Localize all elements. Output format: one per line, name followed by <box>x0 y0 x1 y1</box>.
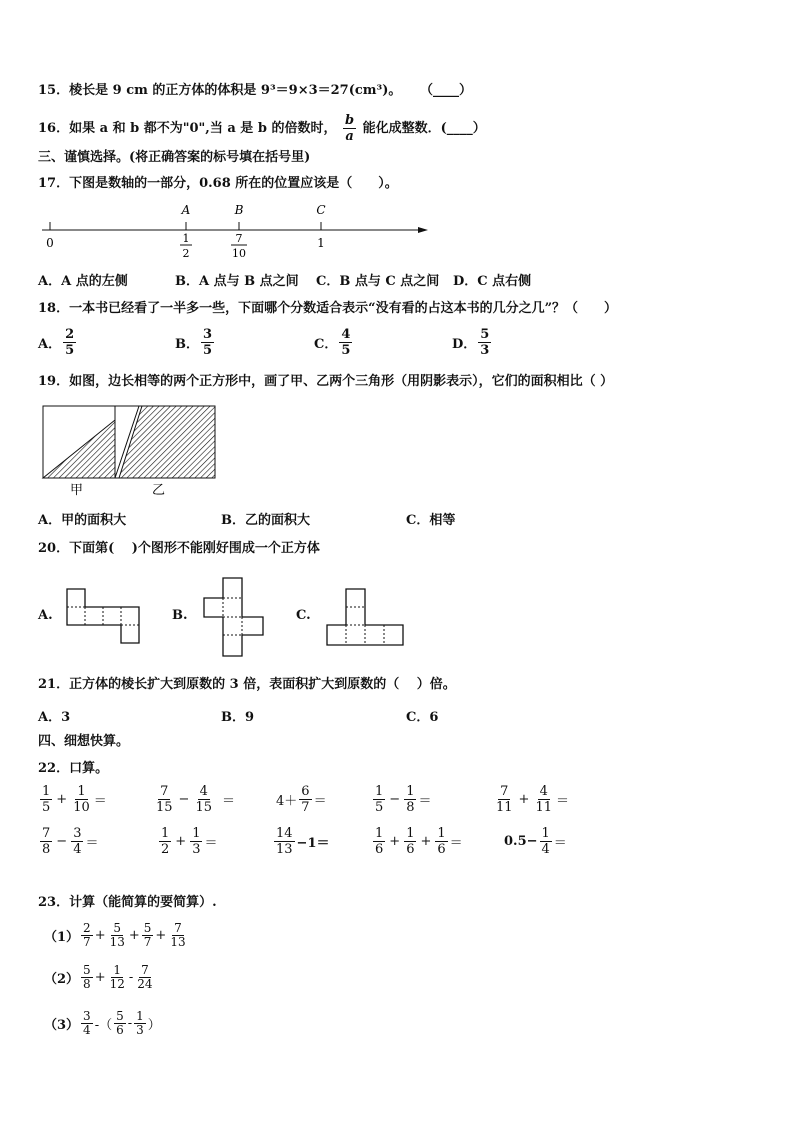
question-23: 23．计算（能简算的要简算）. <box>38 895 217 910</box>
fraction <box>108 922 127 949</box>
denominator: 13 <box>109 935 125 949</box>
fraction <box>435 826 447 857</box>
q17-option-a: A．A 点的左侧 <box>38 274 128 289</box>
fraction <box>81 1010 93 1037</box>
numerator: 1 <box>406 826 415 841</box>
math-token: − <box>178 792 190 807</box>
numerator: 14 <box>276 826 293 841</box>
numerator: 1 <box>192 826 201 841</box>
fraction <box>108 964 127 991</box>
fraction <box>81 922 93 949</box>
math-token: -（ <box>94 1018 113 1033</box>
numerator: 1 <box>375 826 384 841</box>
denominator: 6 <box>437 842 446 857</box>
q17-option-b: B．A 点与 B 点之间 <box>175 274 299 289</box>
q15-text: 15．棱长是 9 cm 的正方体的体积是 9³＝9×3＝27(cm³)。 <box>38 83 402 98</box>
one-label: 1 <box>317 236 325 250</box>
denominator: 6 <box>406 842 415 857</box>
fraction <box>134 1010 146 1037</box>
fraction <box>168 922 187 949</box>
fraction <box>71 784 92 815</box>
q19-option-a: A．甲的面积大 <box>38 513 127 528</box>
numerator: 3 <box>73 826 82 841</box>
math-token: ＝ <box>204 836 218 851</box>
denominator: 7 <box>83 935 91 949</box>
denominator: 13 <box>170 935 186 949</box>
a-frac-numerator: 1 <box>182 232 190 245</box>
fraction <box>373 826 385 857</box>
numerator: 7 <box>500 784 509 799</box>
q20-label-c: C. <box>296 608 311 623</box>
math-token: + <box>94 928 106 943</box>
denominator: 6 <box>375 842 384 857</box>
q23-item-3 <box>44 1010 161 1037</box>
denominator: 7 <box>143 935 152 949</box>
q17-option-c: C．B 点与 C 点之间 <box>316 274 440 289</box>
math-token: + <box>389 834 401 849</box>
zero-label: 0 <box>46 236 54 250</box>
math-token: −1＝ <box>296 836 330 851</box>
q21-option-a: A．3 <box>38 710 71 725</box>
number-line <box>38 200 458 260</box>
numerator: 2 <box>83 921 91 935</box>
numerator: 1 <box>161 826 170 841</box>
math-token: ＝ <box>222 794 236 809</box>
question-19: 19．如图，边长相等的两个正方形中，画了甲、乙两个三角形（用阴影表示），它们的面积相比（ ） <box>38 374 614 389</box>
fraction <box>533 784 554 815</box>
math-token: − <box>56 834 68 849</box>
fraction <box>135 964 154 991</box>
math-token: 0.5− <box>504 834 538 849</box>
numerator: 6 <box>301 784 310 799</box>
numerator: 5 <box>113 921 122 935</box>
q18-option-b-fraction <box>201 327 214 358</box>
q18-option-c-label: C． <box>314 337 338 352</box>
number-line-arrow <box>418 227 428 233</box>
denominator: 8 <box>83 977 91 991</box>
math-token: + <box>518 792 530 807</box>
b-frac-denominator: 10 <box>232 247 246 260</box>
section-3-heading: 三、谨慎选择。(将正确答案的标号填在括号里) <box>38 150 311 165</box>
q23-item-2 <box>44 964 157 991</box>
numerator: 3 <box>203 327 213 342</box>
denominator: 12 <box>109 977 125 991</box>
math-token: （3） <box>44 1018 80 1033</box>
fraction <box>154 784 175 815</box>
denominator: 5 <box>341 343 351 358</box>
question-17: 17．下图是数轴的一部分，0.68 所在的位置应该是（ ）。 <box>38 176 398 191</box>
q19-option-c: C．相等 <box>406 513 456 528</box>
math-token: + <box>56 792 68 807</box>
denominator: 4 <box>73 842 82 857</box>
q17-option-d: D．C 点右侧 <box>453 274 532 289</box>
math-token: （1） <box>44 930 80 945</box>
fraction <box>193 784 214 815</box>
math-token: ＝ <box>556 794 570 809</box>
question-18: 18．一本书已经看了一半多一些，下面哪个分数适合表示“没有看的占这本书的几分之几”？（ ） <box>38 301 618 316</box>
math-token: + <box>420 834 432 849</box>
fraction <box>404 784 416 815</box>
fraction <box>404 826 416 857</box>
denominator: 4 <box>83 1023 91 1037</box>
denominator: 4 <box>541 842 550 857</box>
q22-item-2 <box>152 784 235 815</box>
point-a-label: A <box>181 203 191 217</box>
math-token: ） <box>147 1018 161 1033</box>
q22-item-9 <box>371 826 463 857</box>
q16-text-post: 能化成整数．(____） <box>362 121 486 136</box>
denominator: 13 <box>276 842 293 857</box>
math-token: ＝ <box>553 836 567 851</box>
denominator: 8 <box>406 800 415 815</box>
q22-item-8 <box>272 826 330 857</box>
q22-item-3 <box>276 784 327 815</box>
math-token: 4＋ <box>276 794 298 809</box>
q16-fraction <box>343 113 356 144</box>
math-token: ＝ <box>93 794 107 809</box>
fraction <box>373 784 385 815</box>
q18-option-b-label: B． <box>175 337 199 352</box>
q18-option-d-fraction <box>478 327 491 358</box>
fraction <box>81 964 93 991</box>
fraction <box>190 826 202 857</box>
denominator: 6 <box>116 1023 124 1037</box>
q20-label-b: B. <box>172 608 188 623</box>
q21-option-b: B．9 <box>221 710 255 725</box>
math-token: + <box>175 834 187 849</box>
point-b-label: B <box>234 203 244 217</box>
numerator: 1 <box>42 784 51 799</box>
fraction <box>114 1010 126 1037</box>
denominator: 5 <box>42 800 51 815</box>
question-20: 20．下面第( )个图形不能刚好围成一个正方体 <box>38 541 320 556</box>
numerator: 7 <box>42 826 51 841</box>
q18-option-a <box>38 327 78 358</box>
q18-option-c-fraction <box>339 327 352 358</box>
q22-item-6 <box>38 826 98 857</box>
numerator: 3 <box>83 1009 91 1023</box>
denominator: 7 <box>301 800 310 815</box>
q16-text: 16．如果 a 和 b 都不为"0",当 a 是 b 的倍数时， <box>38 121 337 136</box>
point-c-label: C <box>316 203 326 217</box>
q22-item-4 <box>371 784 431 815</box>
q22-item-1 <box>38 784 107 815</box>
question-21: 21．正方体的棱长扩大到原数的 3 倍，表面积扩大到原数的（ ）倍。 <box>38 677 456 692</box>
denominator: 5 <box>375 800 384 815</box>
fraction <box>71 826 83 857</box>
net-a <box>66 588 146 630</box>
denominator: 11 <box>535 800 552 815</box>
numerator: 4 <box>341 327 351 342</box>
q22-item-10 <box>504 826 567 857</box>
math-token: + <box>155 928 167 943</box>
q15-answer-paren: （____） <box>419 83 472 98</box>
denominator: 15 <box>156 800 173 815</box>
denominator: 10 <box>73 800 90 815</box>
q18-option-c <box>314 327 354 358</box>
denominator: 8 <box>42 842 51 857</box>
denominator: 11 <box>496 800 513 815</box>
numerator: 1 <box>406 784 415 799</box>
question-16 <box>38 113 486 144</box>
q16-frac-denominator: a <box>345 129 354 144</box>
denominator: 3 <box>136 1023 144 1037</box>
numerator: 1 <box>113 963 122 977</box>
q18-option-a-label: A． <box>38 337 62 352</box>
numerator: 1 <box>437 826 446 841</box>
math-token: - <box>128 970 134 985</box>
numerator: 5 <box>143 921 152 935</box>
numerator: 4 <box>539 784 548 799</box>
q23-item-1 <box>44 922 190 949</box>
q16-frac-numerator: b <box>344 113 355 128</box>
q22-item-5 <box>492 784 569 815</box>
numerator: 5 <box>480 327 490 342</box>
numerator: 5 <box>83 963 91 977</box>
math-token: （2） <box>44 972 80 987</box>
question-22: 22．口算。 <box>38 761 109 776</box>
net-b <box>203 577 273 659</box>
q20-label-a: A. <box>38 608 53 623</box>
math-token: ＝ <box>313 794 327 809</box>
math-token: − <box>389 792 401 807</box>
numerator: 5 <box>116 1009 124 1023</box>
q19-option-b: B．乙的面积大 <box>221 513 310 528</box>
numerator: 7 <box>141 963 149 977</box>
q18-option-d-label: D． <box>452 337 477 352</box>
triangle-yi <box>119 406 215 478</box>
numerator: 2 <box>65 327 75 342</box>
q18-option-b <box>175 327 216 358</box>
math-token: ＝ <box>449 836 463 851</box>
math-token: ＝ <box>85 836 99 851</box>
fraction <box>299 784 311 815</box>
denominator: 15 <box>195 800 212 815</box>
fraction <box>40 784 52 815</box>
fraction <box>274 826 295 857</box>
a-frac-denominator: 2 <box>182 247 190 260</box>
b-frac-numerator: 7 <box>235 232 243 245</box>
label-yi: 乙 <box>152 483 166 498</box>
denominator: 3 <box>192 842 201 857</box>
math-token: + <box>94 970 106 985</box>
numerator: 7 <box>160 784 169 799</box>
section-4-heading: 四、细想快算。 <box>38 734 130 749</box>
numerator: 1 <box>375 784 384 799</box>
q18-option-a-fraction <box>63 327 76 358</box>
fraction <box>159 826 171 857</box>
label-jia: 甲 <box>70 483 84 498</box>
denominator: 2 <box>161 842 170 857</box>
net-c <box>326 588 416 650</box>
q21-option-c: C．6 <box>406 710 439 725</box>
q18-option-d <box>452 327 493 358</box>
fraction <box>494 784 515 815</box>
q22-item-7 <box>157 826 217 857</box>
denominator: 5 <box>203 343 213 358</box>
fraction <box>142 922 154 949</box>
denominator: 3 <box>480 343 490 358</box>
fraction <box>40 826 52 857</box>
denominator: 24 <box>137 977 153 991</box>
numerator: 7 <box>174 921 182 935</box>
math-token: - <box>127 1016 133 1031</box>
question-15 <box>38 82 472 100</box>
numerator: 1 <box>136 1009 144 1023</box>
triangle-jia <box>43 420 115 478</box>
numerator: 4 <box>199 784 208 799</box>
math-token: + <box>128 928 140 943</box>
numerator: 1 <box>77 784 86 799</box>
q19-figure <box>42 404 222 499</box>
fraction <box>540 826 552 857</box>
numerator: 1 <box>541 826 550 841</box>
denominator: 5 <box>65 343 75 358</box>
math-token: ＝ <box>418 794 432 809</box>
